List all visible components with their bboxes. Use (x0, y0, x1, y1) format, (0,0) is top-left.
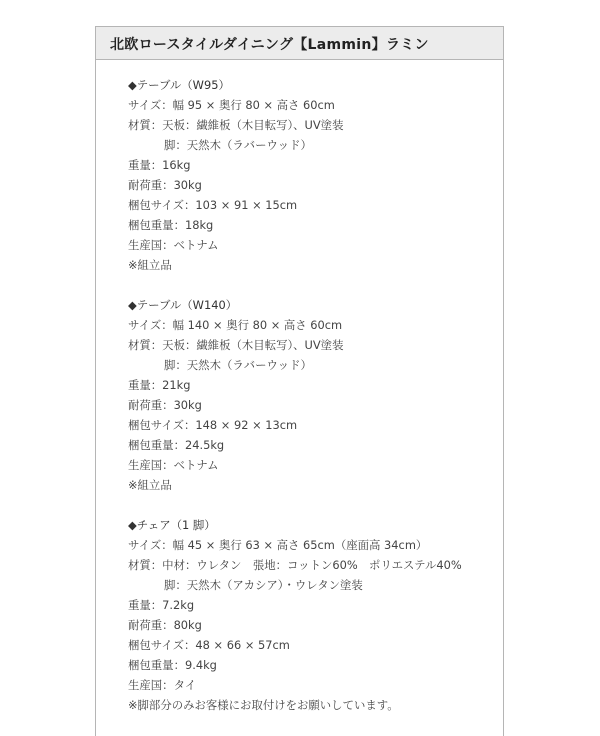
section-heading: ◆テーブル（W140） (128, 298, 238, 312)
spec-note: ※組立品 (128, 478, 172, 492)
spec-origin: 生産国：ベトナム (128, 238, 219, 252)
spec-material: 材質：天板：繊維板（木目転写）、UV塗装 (128, 118, 344, 132)
spec-load-capacity: 耐荷重：30kg (128, 178, 202, 192)
spec-package-size: 梱包サイズ：48 × 66 × 57cm (128, 638, 290, 652)
spec-weight: 重量：16kg (128, 158, 191, 172)
spec-weight: 重量：21kg (128, 378, 191, 392)
spec-weight: 重量：7.2kg (128, 598, 195, 612)
spec-size: サイズ：幅 45 × 奥行 63 × 高さ 65cm（座面高 34cm） (128, 538, 428, 552)
spec-material-legs: 脚：天然木（アカシア）・ウレタン塗装 (164, 578, 363, 592)
spec-package-weight: 梱包重量：18kg (128, 218, 214, 232)
spec-package-weight: 梱包重量：24.5kg (128, 438, 225, 452)
spec-content (128, 75, 500, 735)
product-title: 北欧ロースタイルダイニング【Lammin】ラミン (110, 37, 429, 53)
spec-load-capacity: 耐荷重：30kg (128, 398, 202, 412)
spec-size: サイズ：幅 140 × 奥行 80 × 高さ 60cm (128, 318, 343, 332)
spec-note: ※脚部分のみお客様にお取付けをお願いしています。 (128, 698, 399, 712)
section-heading: ◆テーブル（W95） (128, 78, 230, 92)
spec-section-table-w95 (128, 75, 500, 275)
spec-origin: 生産国：ベトナム (128, 458, 219, 472)
spec-note: ※組立品 (128, 258, 172, 272)
spec-origin: 生産国：タイ (128, 678, 197, 692)
spec-section-table-w140 (128, 295, 500, 495)
spec-material: 材質：中材：ウレタン 張地：コットン60% ポリエステル40% (128, 558, 462, 572)
spec-package-size: 梱包サイズ：103 × 91 × 15cm (128, 198, 298, 212)
spec-load-capacity: 耐荷重：80kg (128, 618, 202, 632)
section-heading: ◆チェア（1 脚） (128, 518, 216, 532)
spec-material-legs: 脚：天然木（ラバーウッド） (164, 358, 312, 372)
spec-header (96, 27, 503, 60)
spec-material-legs: 脚：天然木（ラバーウッド） (164, 138, 312, 152)
spec-package-weight: 梱包重量：9.4kg (128, 658, 217, 672)
spec-material: 材質：天板：繊維板（木目転写）、UV塗装 (128, 338, 344, 352)
spec-size: サイズ：幅 95 × 奥行 80 × 高さ 60cm (128, 98, 335, 112)
spec-package-size: 梱包サイズ：148 × 92 × 13cm (128, 418, 298, 432)
spec-section-chair (128, 515, 500, 715)
